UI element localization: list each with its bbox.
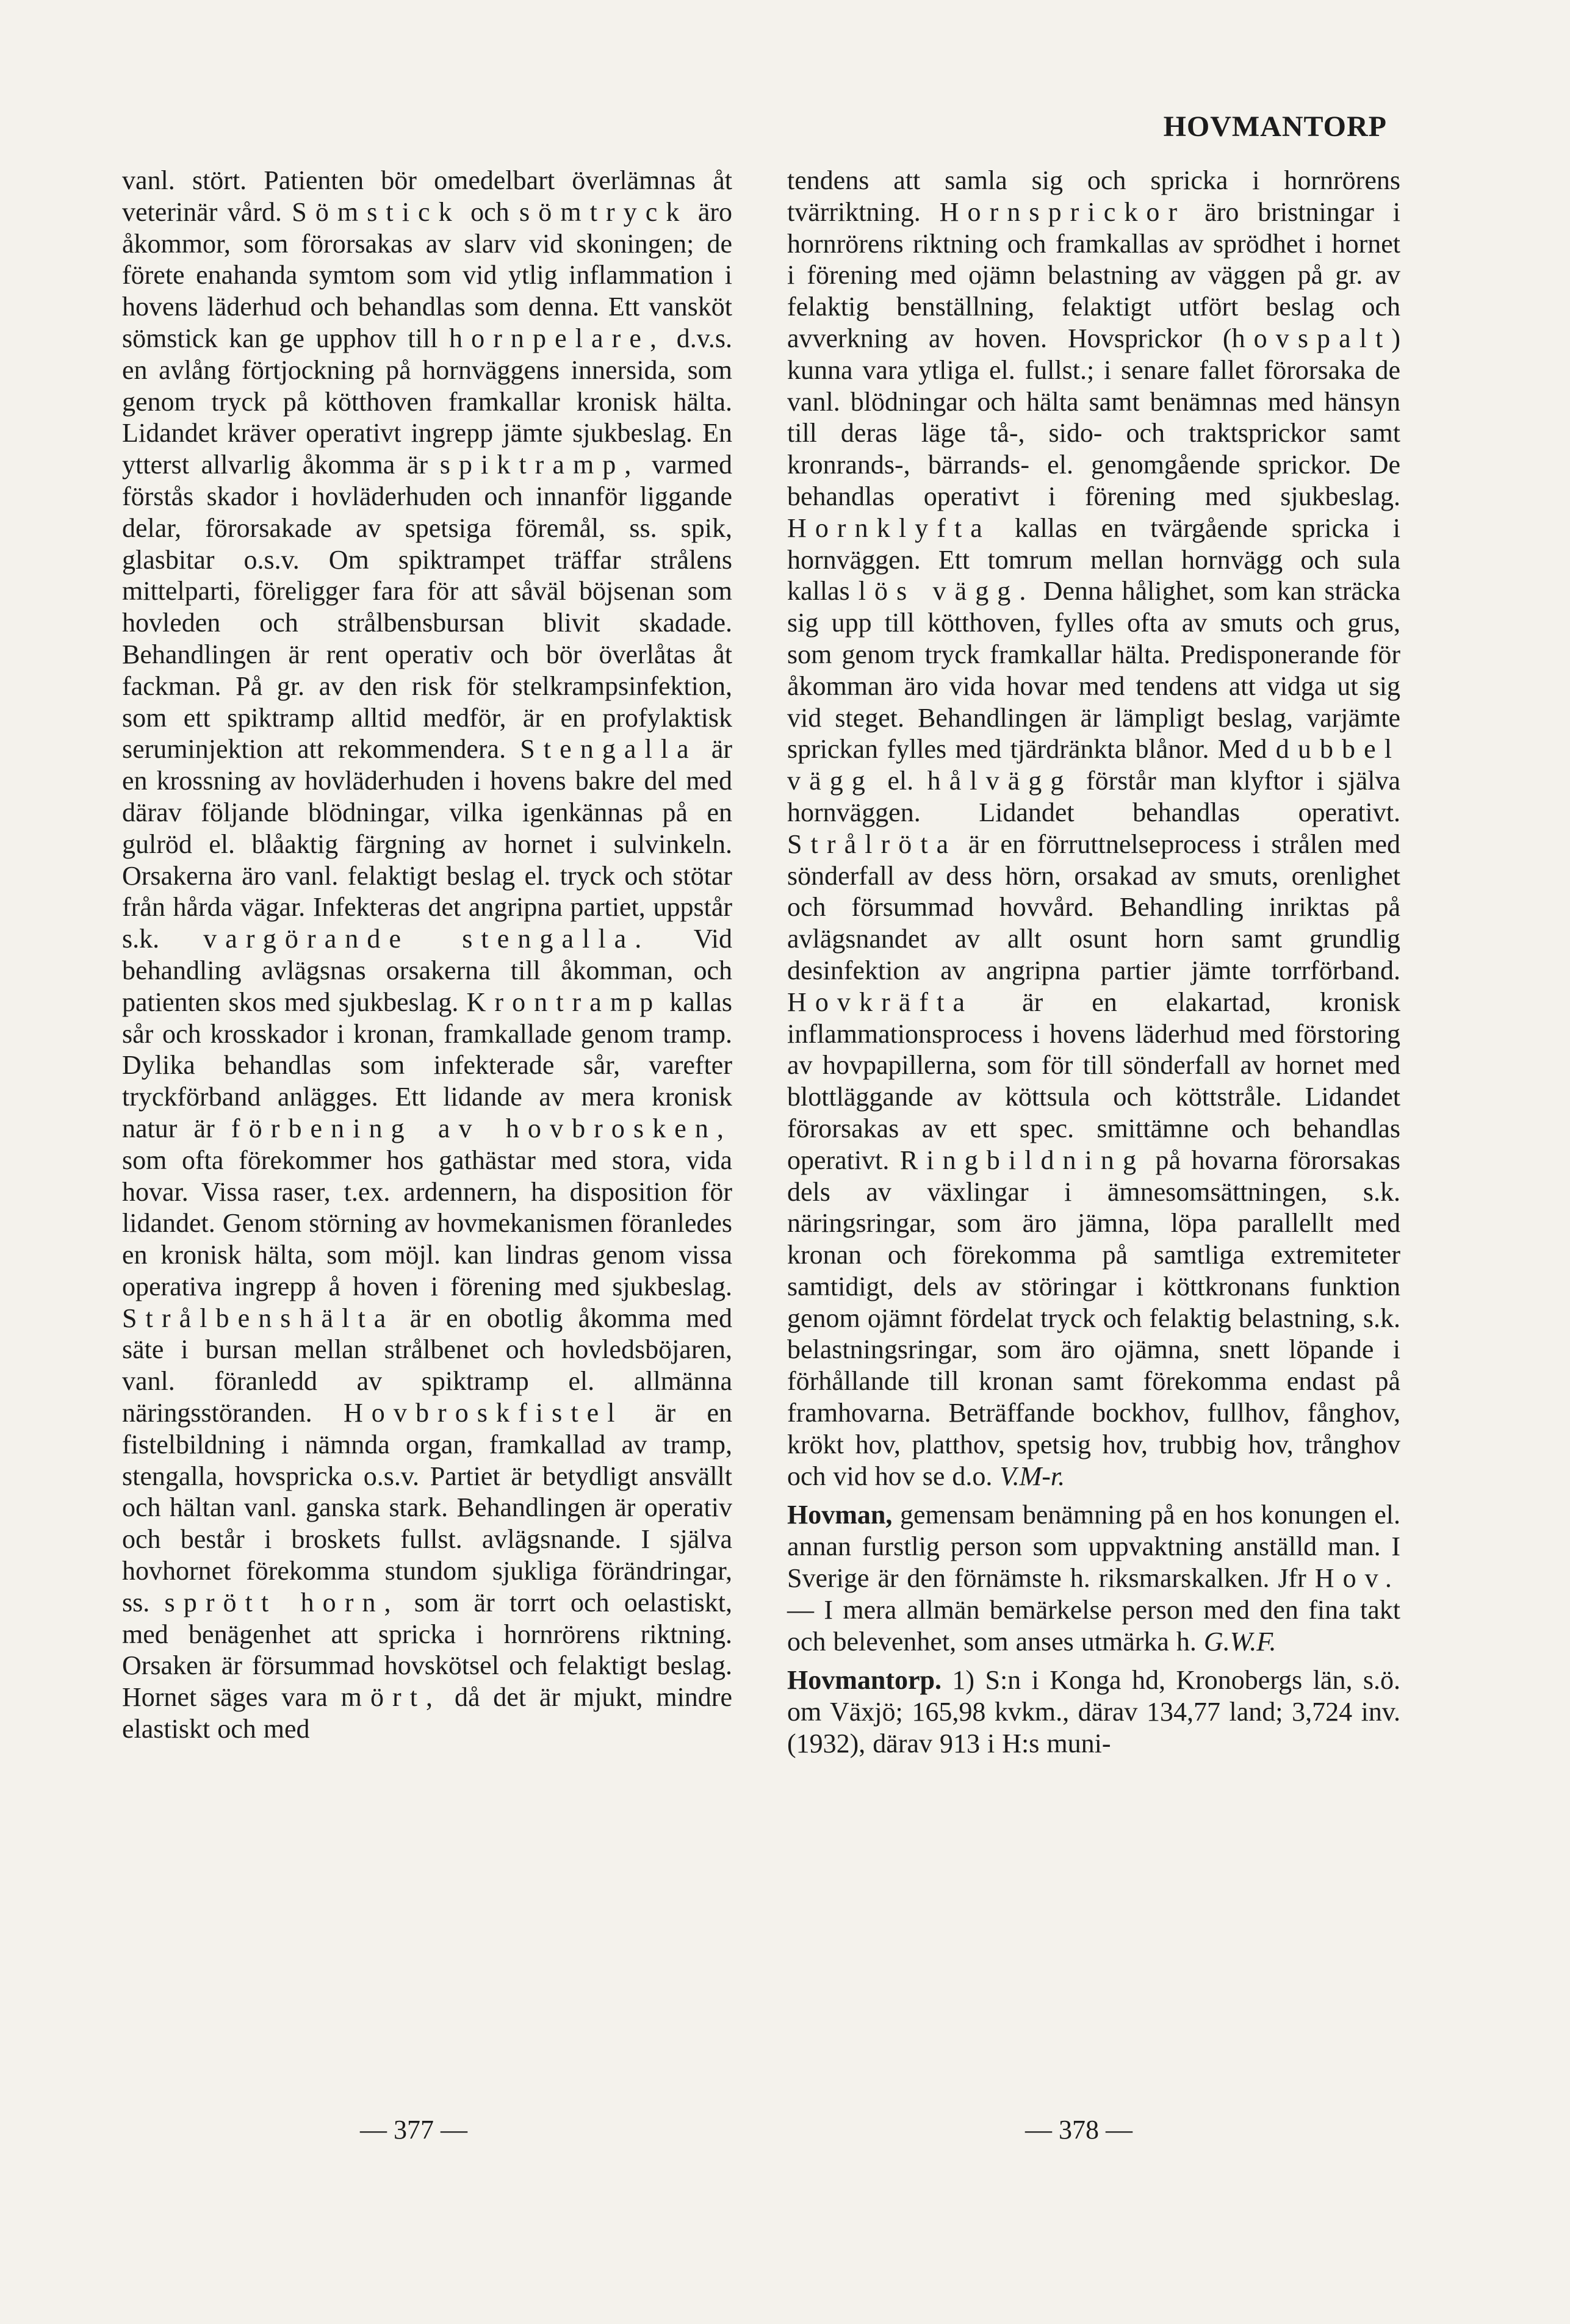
text: äro bristningar i hornrörens riktning och framkallas av sprödhet i hornet i förening med ojämn belastning av väggen på gr. av felaktig benställning, felaktigt utfört beslag och avverkning av hoven. Hovsprickor ( bbox=[787, 196, 1401, 353]
page-number-right: — 378 — bbox=[1025, 2115, 1132, 2145]
entry-hovmantorp bbox=[787, 1664, 1400, 1759]
term-spaced: Strålröta bbox=[787, 829, 957, 859]
term-spaced: Strålbenshälta bbox=[122, 1303, 395, 1333]
text: är en elakartad, kronisk inflammationsprocess i hovens läderhud med förstoring av hovpapillerna, som för till sönderfall av hornet med blottläggande av köttsula och köttstråle. Lidandet förorsakas av ett spec. smittämne och behandlas operativt. bbox=[787, 987, 1400, 1175]
text: 1) S:n i Konga hd, Kronobergs län, s.ö. om Växjö; 165,98 kvkm., därav 134,77 land; 3,724 inv. (1932), därav 913 i H:s muni- bbox=[787, 1665, 1400, 1759]
text: är en förruttnelseprocess i strålen med sönderfall av dess hörn, orsakad av smuts, orenlighet och försummad hovvård. Behandling inriktas på avlägsnandet av allt osunt horn samt grundlig desinfektion av angripna partier jämte torrförband. bbox=[787, 829, 1401, 985]
term-spaced: hovspalt bbox=[1231, 323, 1392, 353]
cross-reference: Hov. bbox=[1314, 1563, 1400, 1594]
term-spaced: Sömstick bbox=[292, 196, 461, 227]
text: ) kunna vara ytliga el. fullst.; i senare fallet förorsaka de vanl. blödningar och hälta samt benämnas med hänsyn till deras läge tå-, sido- och traktsprickor samt kronrands-, bärrands- el. genomgående sprickor. De behandlas operativt i förening med sjukbeslag. bbox=[787, 323, 1400, 511]
left-column bbox=[122, 165, 732, 1745]
running-head: HOVMANTORP bbox=[1163, 110, 1387, 143]
text: el. bbox=[887, 766, 914, 796]
term-spaced: spiktramp, bbox=[439, 450, 640, 480]
text: Vid behandling avlägsnas orsakerna till åkomman, och patienten skos med sjukbeslag. bbox=[122, 924, 732, 1017]
text: är en krossning av hovläderhuden i hovens bakre del med därav följande blödningar, vilka igenkännas på en gulröd el. blåaktig färgning av hornet i sulvinkeln. Orsakerna äro vanl. felaktigt beslag el. tryck och stötar från hårda vägar. Infekteras det angripna partiet, uppstår s.k. bbox=[122, 734, 733, 954]
right-column bbox=[787, 165, 1400, 1760]
term-spaced: vargörande stengalla. bbox=[203, 924, 650, 954]
text: är en fistelbildning i nämnda organ, framkallad av tramp, stengalla, hovspricka o.s.v. Partiet är betydligt ansvällt och hältan vanl. ganska stark. Behandlingen är operativ och består i broskets fullst. avlägsnande. I själva hovhornet förekomma stundom sjukliga förändringar, ss. bbox=[122, 1398, 732, 1617]
text: — I mera allmän bemärkelse person med den fina takt och belevenhet, som anses utmärka h. bbox=[787, 1594, 1400, 1657]
term-spaced: mört, bbox=[340, 1682, 442, 1713]
entry-headword: Hovman, bbox=[787, 1500, 893, 1530]
term-spaced: Krontramp bbox=[466, 987, 662, 1017]
left-paragraph bbox=[122, 165, 732, 1745]
text: på hovarna förorsakas dels av växlingar i ämnesomsättningen, s.k. näringsringar, som äro jämna, löpa parallellt med kronan och förekomma på samtliga extremiteter samtidigt, dels av störingar i köttkronans funktion genom ojämnt fördelat tryck och felaktig belastning, s.k. belastningsringar, som äro ojämna, snett löpande i förhållande till kronan samt förekomma endast på framhovarna. Beträffande bockhov, fullhov, fånghov, krökt hov, platthov, spetsig hov, trubbig hov, trånghov och vid hov se d.o. bbox=[787, 1145, 1400, 1491]
term-spaced: hornpelare, bbox=[449, 323, 666, 353]
text: kallas sår och krosskador i kronan, framkallade genom tramp. Dylika behandlas som infekterade sår, varefter tryckförband anlägges. Ett lidande av mera kronisk natur är bbox=[122, 987, 733, 1143]
term-spaced: Stengalla bbox=[520, 734, 697, 764]
page-number-left: — 377 — bbox=[360, 2115, 467, 2145]
text: som är torrt och oelastiskt, med benägenhet att spricka i hornrörens riktning. Orsaken är försummad hovskötsel och felaktigt beslag. Hornet säges vara bbox=[122, 1587, 733, 1713]
term-spaced: Hovbroskfistel bbox=[343, 1398, 624, 1428]
right-paragraph bbox=[787, 165, 1400, 1492]
term-spaced: Hovkräfta bbox=[787, 987, 974, 1017]
text: d.v.s. en avlång förtjockning på hornväggens innersida, som genom tryck på kötthoven framkallar kronisk hälta. Lidandet kräver operativt ingrepp jämte sjukbeslag. En ytterst allvarlig åkomma är bbox=[122, 323, 733, 480]
text: som ofta förekommer hos gathästar med stora, vida hovar. Vissa raser, t.ex. ardennern, ha disposition för lidandet. Genom störning av hovmekanismen föranledes en kronisk hälta, som möjl. kan lindras genom vissa operativa ingrepp å hoven i förening med sjukbeslag. bbox=[122, 1145, 732, 1301]
term-spaced: sprött horn, bbox=[164, 1587, 400, 1617]
text: Denna hålighet, som kan sträcka sig upp till kötthoven, fylles ofta av smuts och grus, som genom tryck framkallar hälta. Predisponerande för åkomman äro vida hovar med tendens att vidga ut sig vid steget. Behandlingen är lämpligt beslag, varjämte sprickan fylles med tjärdränkta blånor. Med bbox=[787, 576, 1401, 764]
term-spaced: förbening av hovbrosken, bbox=[231, 1113, 733, 1143]
text: är en obotlig åkomma med säte i bursan mellan strålbenet och hovledsböjaren, vanl. föranledd av spiktramp el. allmänna näringsstöranden. bbox=[122, 1303, 733, 1428]
term-spaced: sömtryck bbox=[519, 196, 688, 227]
text: äro åkommor, som förorsakas av slarv vid skoningen; de förete enahanda symtom som vid ytlig inflammation i hovens läderhud och behandlas som denna. Ett vansköt sömstick kan ge upphov till bbox=[122, 196, 733, 353]
text: förstår man klyftor i själva hornväggen. Lidandet behandlas operativt. bbox=[787, 766, 1401, 827]
text: tendens att samla sig och spricka i hornrörens tvärriktning. bbox=[787, 165, 1400, 227]
term-spaced: Hornsprickor bbox=[939, 196, 1186, 227]
text: och bbox=[470, 196, 510, 227]
text: då det är mjukt, mindre elastiskt och med bbox=[122, 1682, 732, 1744]
author-signature: G.W.F. bbox=[1203, 1626, 1277, 1657]
entry-hovman bbox=[787, 1499, 1400, 1657]
text: kallas en tvärgående spricka i hornväggen. Ett tomrum mellan hornvägg och sula kallas bbox=[787, 513, 1400, 606]
term-spaced: dubbel vägg bbox=[787, 734, 1401, 796]
text: varmed förstås skador i hovläderhuden och innanför liggande delar, förorsakade av spetsiga föremål, ss. spik, glasbitar o.s.v. Om spiktrampet träffar strålens mittelparti, föreligger fara för att såväl böjsenan som hovleden och strålbensbursan blivit skadade. Behandlingen är rent operativ och bör överlåtas åt fackman. På gr. av den risk för stelkrampsinfektion, som ett spiktramp alltid medför, är en profylaktisk seruminjektion att rekommendera. bbox=[122, 450, 733, 764]
term-spaced: Ringbildning bbox=[899, 1145, 1145, 1175]
author-signature: V.M-r. bbox=[999, 1461, 1065, 1491]
term-spaced: hålvägg bbox=[927, 766, 1073, 796]
entry-headword: Hovmantorp. bbox=[787, 1665, 942, 1696]
text: vanl. stört. Patienten bör omedelbart överlämnas åt veterinär vård. bbox=[122, 165, 732, 227]
term-spaced: lös vägg. bbox=[858, 576, 1035, 606]
text: gemensam benämning på en hos konungen el. annan furstlig person som uppvaktning anställd man. I Sverige är den förnämste h. riksmarskalken. Jfr bbox=[787, 1500, 1401, 1594]
term-spaced: Hornklyfta bbox=[787, 513, 991, 543]
